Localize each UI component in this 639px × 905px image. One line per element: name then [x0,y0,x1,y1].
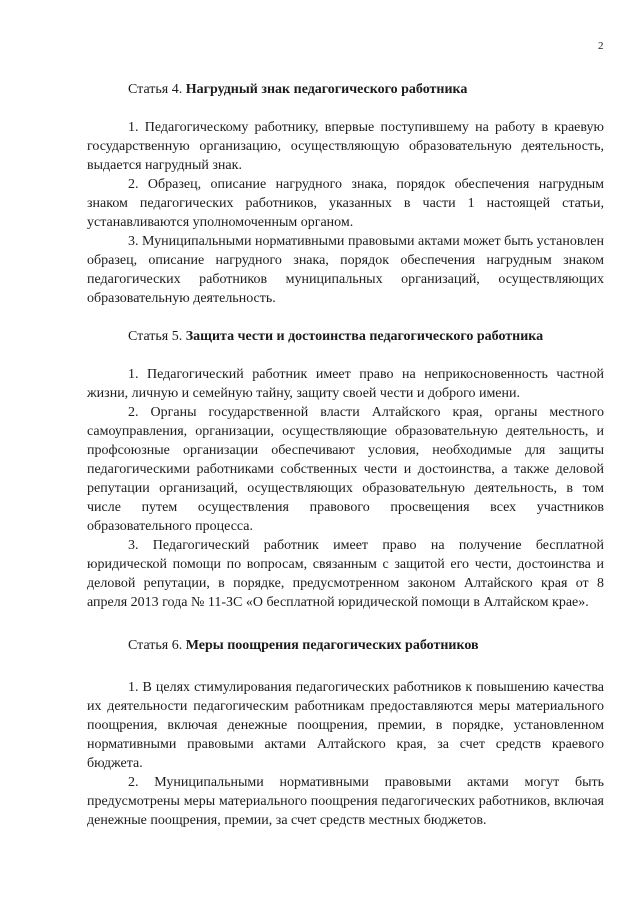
article-6-heading: Меры поощрения педагогических работников [185,638,479,653]
article-5-heading: Защита чести и достоинства педагогического работника [185,329,544,344]
article-6-number: Статья 6. [128,638,186,653]
article-5-paragraph-3: 3. Педагогический работник имеет право на получение бесплатной юридической помощи по вопросам, связанным с защитой его чести, достоинства и деловой репутации, в порядке, предусмотренном законом Алтайского края от 8 апреля 2013 года № 11-ЗС «О бесплатной юридической помощи в Алтайском крае». [87,538,604,610]
article-5-paragraph-1: 1. Педагогический работник имеет право на неприкосновенность частной жизни, личную и семейную тайну, защиту своей чести и доброго имени. [87,367,604,401]
article-6-paragraph-1: 1. В целях стимулирования педагогических работников к повышению качества их деятельности педагогическим работникам предоставляются меры материального поощрения, включая денежные поощрения, премии, в порядке, установленном нормативными правовыми актами Алтайского края, за счет средств краевого бюджета. [87,680,604,771]
article-4-number: Статья 4. [128,82,186,97]
article-5 [87,327,604,612]
document-body [87,80,604,830]
article-4-paragraph-2: 2. Образец, описание нагрудного знака, порядок обеспечения нагрудным знаком педагогических работников, указанных в части 1 настоящей статьи, устанавливаются уполномоченным органом. [87,177,604,230]
article-6-title [87,636,604,655]
article-5-title [87,327,604,346]
article-4 [87,80,604,308]
article-4-title [87,80,604,99]
article-5-paragraph-2: 2. Органы государственной власти Алтайского края, органы местного самоуправления, организации, осуществляющие образовательную деятельность, и профсоюзные организации обеспечивают условия, необходимые для защиты педагогическими работниками собственных чести и достоинства, а также деловой репутации организаций, осуществляющих образовательную деятельность, в том числе путем осуществления правового просвещения всех участников образовательного процесса. [87,405,604,534]
article-6-paragraph-2: 2. Муниципальными нормативными правовыми актами могут быть предусмотрены меры материального поощрения педагогических работников, включая денежные поощрения, премии, за счет средств местных бюджетов. [87,775,604,828]
article-5-number: Статья 5. [128,329,186,344]
article-4-paragraph-3: 3. Муниципальными нормативными правовыми актами может быть установлен образец, описание нагрудного знака, порядок обеспечения нагрудным знаком педагогических работников муниципальных организаций, осуществляющих образовательную деятельность. [87,234,604,306]
article-4-paragraph-1: 1. Педагогическому работнику, впервые поступившему на работу в краевую государственную организацию, осуществляющую образовательную деятельность, выдается нагрудный знак. [87,120,604,173]
article-4-heading: Нагрудный знак педагогического работника [185,82,468,97]
page-number: 2 [598,40,604,52]
article-6 [87,636,604,830]
